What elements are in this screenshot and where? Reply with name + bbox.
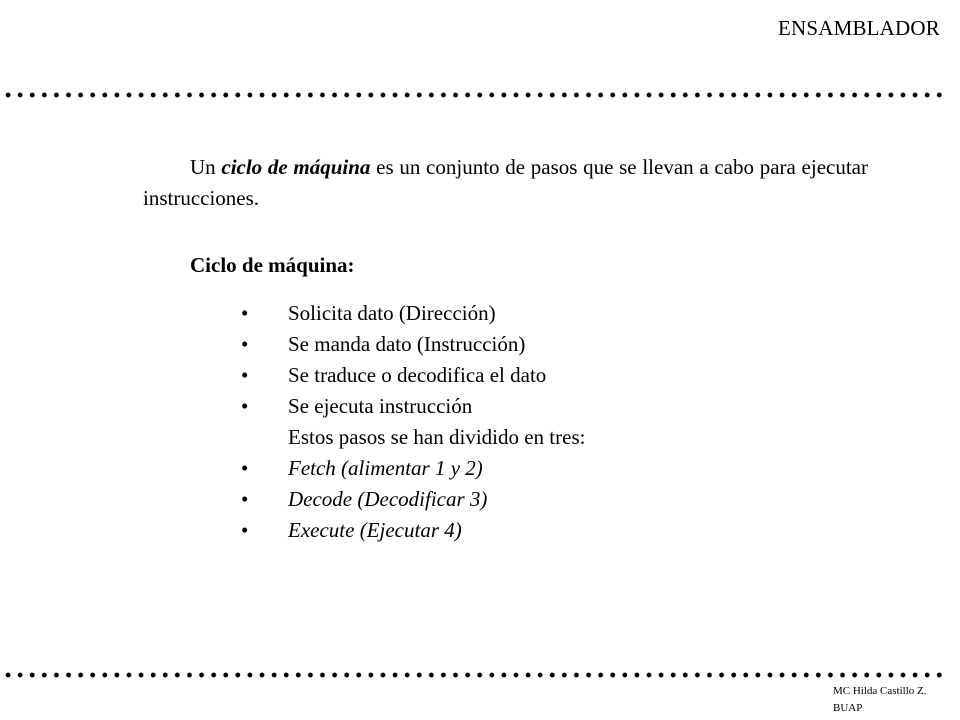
step-text: Se manda dato (Instrucción): [288, 332, 526, 356]
list-item: [241, 422, 585, 453]
footer-institution: BUAP: [833, 702, 863, 714]
bullet-icon: •: [241, 332, 249, 356]
list-item: [241, 360, 585, 391]
footer-credit: [833, 683, 927, 717]
list-item: [241, 298, 585, 329]
list-item: [241, 515, 585, 546]
phase-text: Decode (Decodificar 3): [288, 487, 488, 511]
steps-list: [241, 298, 585, 546]
phase-text: Fetch (alimentar 1 y 2): [288, 456, 483, 480]
header-title: ENSAMBLADOR: [777, 16, 940, 40]
intro-text-start: Un: [190, 155, 222, 179]
bottom-dotted-divider: [2, 671, 948, 679]
step-text: Se traduce o decodifica el dato: [288, 363, 547, 387]
intro-paragraph: [143, 152, 868, 214]
bullet-icon: •: [241, 394, 249, 418]
bullet-icon: •: [241, 301, 249, 325]
step-note: Estos pasos se han dividido en tres:: [288, 425, 586, 449]
bullet-icon: •: [241, 487, 249, 511]
bullet-icon: •: [241, 456, 249, 480]
intro-emphasis: ciclo de máquina: [221, 155, 371, 179]
section-heading: Ciclo de máquina:: [190, 253, 355, 277]
top-dotted-divider: [2, 91, 948, 99]
list-item: [241, 453, 585, 484]
intro-text-end: es un conjunto de pasos que se llevan a cabo para ejecutar instrucciones.: [143, 155, 868, 210]
bullet-icon: •: [241, 363, 249, 387]
phase-text: Execute (Ejecutar 4): [288, 518, 462, 542]
bullet-spacer: [241, 422, 288, 453]
list-item: [241, 391, 585, 422]
bullet-icon: •: [241, 518, 249, 542]
step-text: Se ejecuta instrucción: [288, 394, 473, 418]
list-item: [241, 484, 585, 515]
step-text: Solicita dato (Dirección): [288, 301, 496, 325]
list-item: [241, 329, 585, 360]
footer-author: MC Hilda Castillo Z.: [833, 685, 927, 697]
